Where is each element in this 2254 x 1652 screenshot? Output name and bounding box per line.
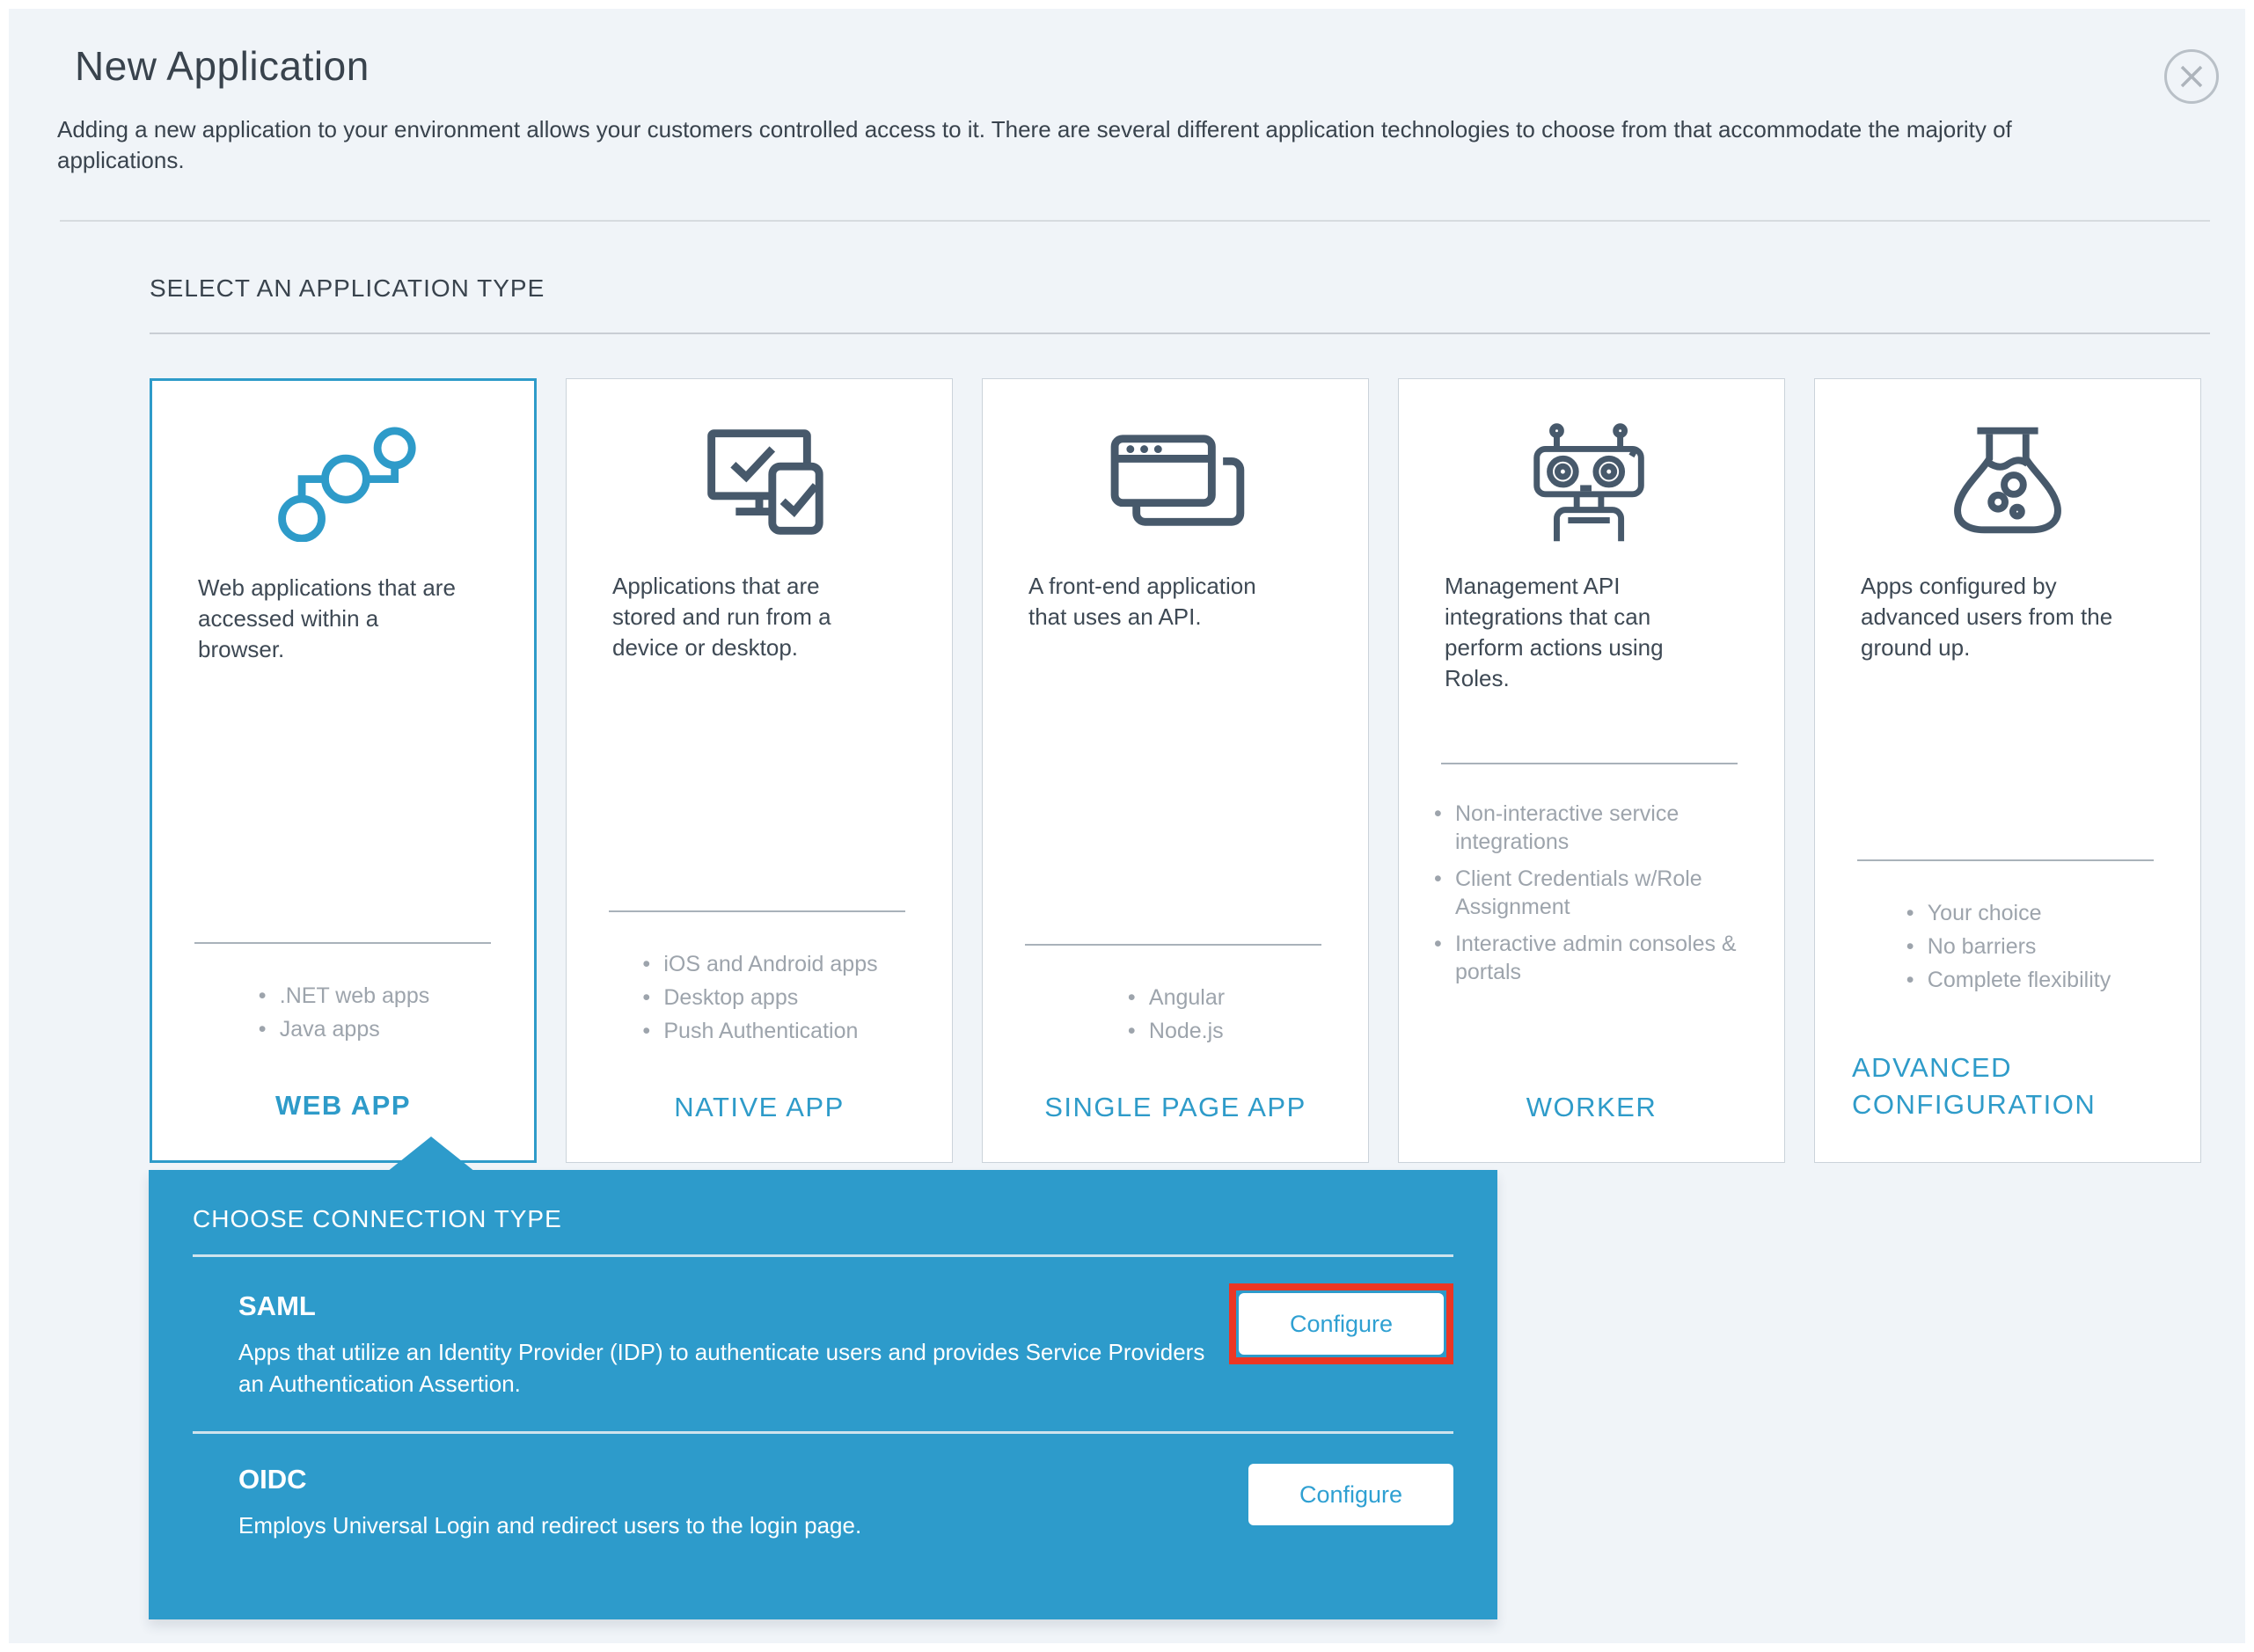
card-label: WORKER bbox=[1526, 1092, 1658, 1122]
card-worker[interactable] bbox=[1398, 378, 1785, 1163]
card-description: Management API integrations that can perform actions using Roles. bbox=[1445, 573, 1664, 691]
panel-divider bbox=[193, 1254, 1453, 1257]
section-divider bbox=[150, 333, 2210, 334]
card-description: A front-end application that uses an API. bbox=[1028, 573, 1256, 630]
card-label: NATIVE APP bbox=[674, 1092, 845, 1122]
card-single-page-app[interactable] bbox=[982, 378, 1369, 1163]
card-bullet: • iOS and Android apps bbox=[640, 947, 877, 981]
card-advanced-configuration[interactable] bbox=[1814, 378, 2201, 1163]
selected-card-pointer-triangle bbox=[387, 1137, 475, 1172]
card-divider bbox=[194, 942, 491, 944]
card-description: Web applications that are accessed within a browser. bbox=[198, 574, 456, 662]
connection-type-panel bbox=[149, 1170, 1497, 1619]
flask-icon bbox=[1815, 416, 2200, 548]
panel-heading: CHOOSE CONNECTION TYPE bbox=[193, 1205, 562, 1232]
nodes-path-icon bbox=[152, 418, 534, 550]
card-bullet-list bbox=[1905, 896, 2111, 997]
card-native-app[interactable] bbox=[566, 378, 953, 1163]
card-bullet: • Complete flexibility bbox=[1905, 963, 2111, 997]
close-icon bbox=[2177, 62, 2206, 91]
card-description: Applications that are stored and run from a device or desktop. bbox=[612, 573, 831, 661]
card-bullet-list bbox=[1432, 800, 1751, 995]
card-bullet-list bbox=[1126, 981, 1225, 1048]
close-button[interactable] bbox=[2164, 49, 2219, 104]
card-description: Apps configured by advanced users from the ground up. bbox=[1861, 573, 2113, 661]
card-bullet-list bbox=[257, 979, 429, 1046]
card-bullet-list bbox=[640, 947, 877, 1048]
devices-check-icon bbox=[567, 416, 952, 548]
card-bullet: • Java apps bbox=[257, 1012, 429, 1046]
card-bullet: • Desktop apps bbox=[640, 981, 877, 1014]
connection-option-saml bbox=[193, 1290, 1453, 1400]
robot-icon bbox=[1399, 416, 1784, 548]
card-bullet: • Your choice bbox=[1905, 896, 2111, 930]
card-bullet: • Client Credentials w/Role Assignment bbox=[1432, 865, 1751, 921]
card-bullet: • Angular bbox=[1126, 981, 1225, 1014]
card-divider bbox=[1857, 859, 2154, 861]
dialog-description: Adding a new application to your environment allows your customers controlled access to it. There are several different application technologies to choose from that accommodate the majority of applications. bbox=[57, 116, 2012, 173]
card-bullet: • Node.js bbox=[1126, 1014, 1225, 1048]
red-highlight-box bbox=[1229, 1283, 1453, 1364]
card-bullet: • Interactive admin consoles & portals bbox=[1432, 930, 1751, 986]
card-bullet: • Push Authentication bbox=[640, 1014, 877, 1048]
card-divider bbox=[609, 910, 905, 912]
option-description: Employs Universal Login and redirect users to the login page. bbox=[238, 1512, 862, 1539]
option-description: Apps that utilize an Identity Provider (IDP) to authenticate users and provides Service Providers an Authentication Assertion. bbox=[238, 1339, 1205, 1397]
card-label: ADVANCED CONFIGURATION bbox=[1852, 1052, 2097, 1120]
card-divider bbox=[1441, 763, 1738, 764]
header-divider bbox=[60, 220, 2210, 222]
card-bullet: • .NET web apps bbox=[257, 979, 429, 1012]
option-title: SAML bbox=[238, 1290, 316, 1321]
oidc-configure-button[interactable]: Configure bbox=[1248, 1464, 1453, 1525]
card-divider bbox=[1025, 944, 1321, 946]
application-type-cards bbox=[150, 378, 2245, 1163]
option-title: OIDC bbox=[238, 1464, 307, 1495]
page-title: New Application bbox=[75, 43, 370, 89]
connection-option-oidc bbox=[193, 1464, 1453, 1541]
section-heading: SELECT AN APPLICATION TYPE bbox=[150, 274, 545, 302]
saml-configure-button[interactable]: Configure bbox=[1239, 1293, 1444, 1355]
card-bullet: • No barriers bbox=[1905, 930, 2111, 963]
card-bullet: • Non-interactive service integrations bbox=[1432, 800, 1751, 856]
browser-windows-icon bbox=[983, 416, 1368, 548]
panel-divider bbox=[193, 1431, 1453, 1434]
card-web-app[interactable] bbox=[150, 378, 537, 1163]
card-label: WEB APP bbox=[274, 1090, 412, 1121]
card-label: SINGLE PAGE APP bbox=[1044, 1092, 1306, 1122]
